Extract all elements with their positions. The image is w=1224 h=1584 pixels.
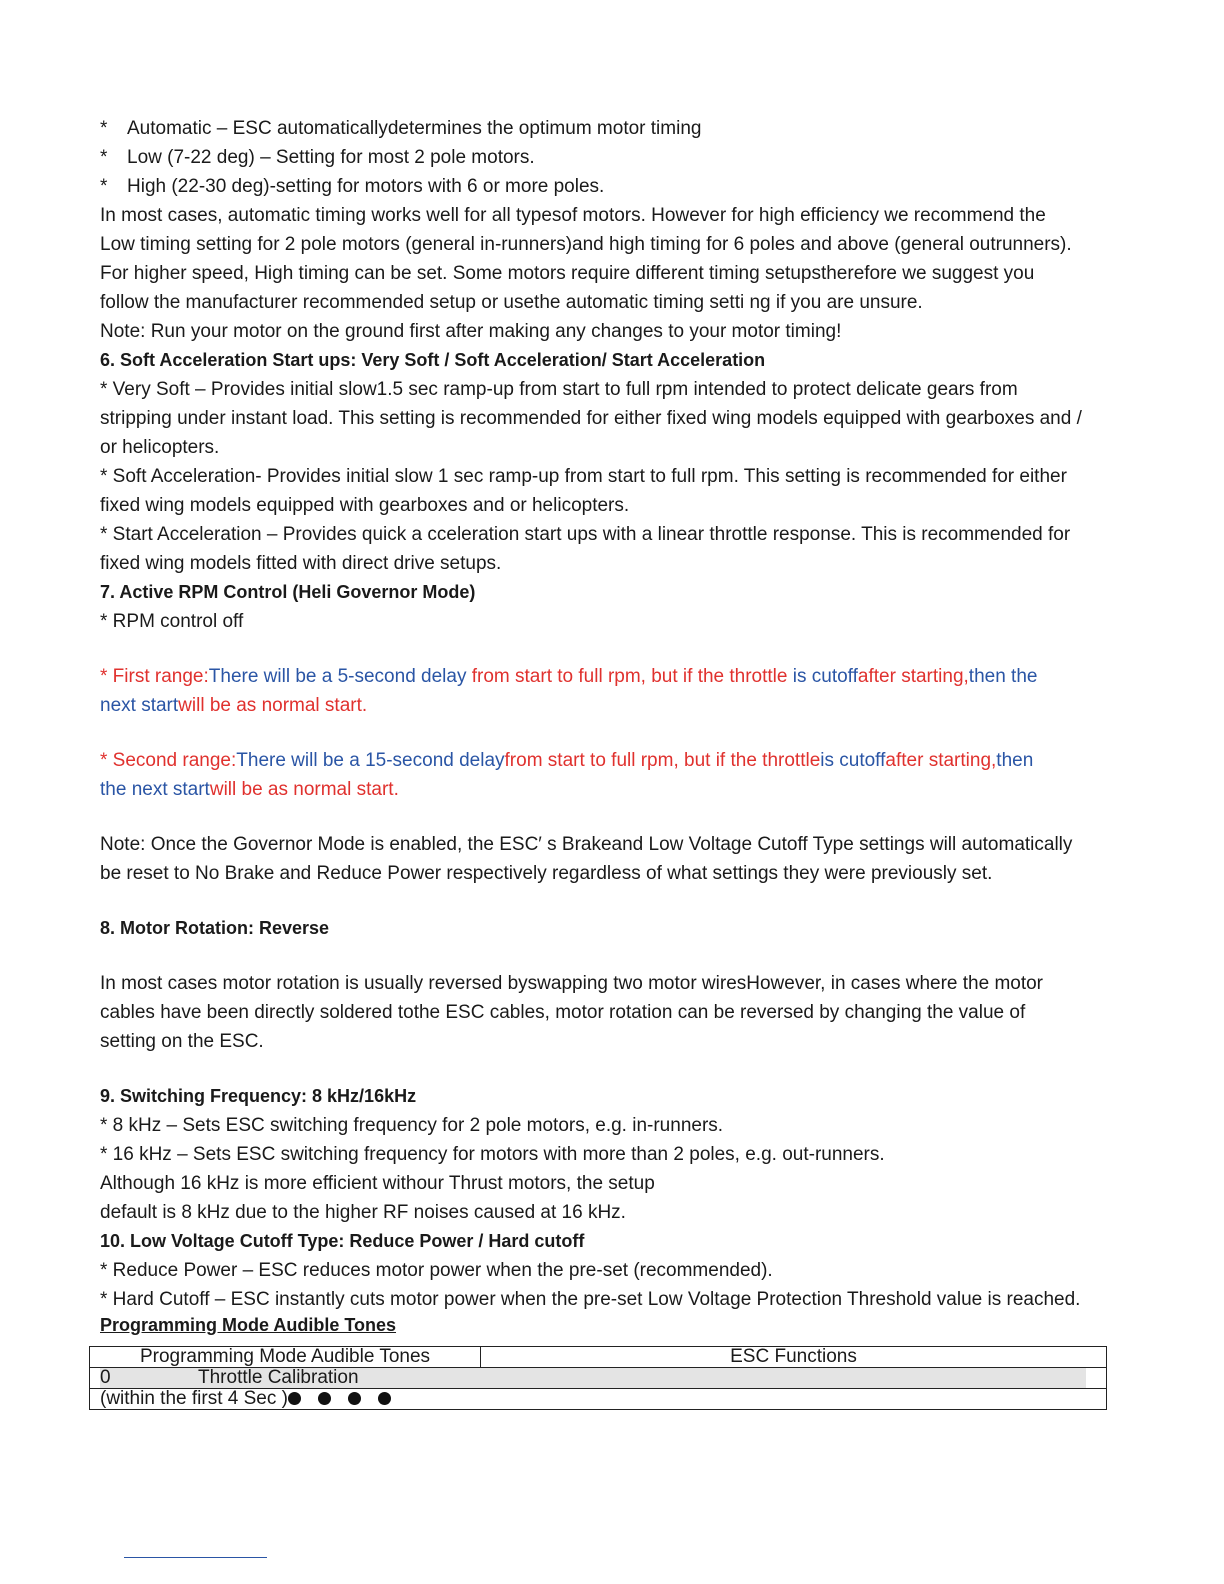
- timing-paragraph-line: For higher speed, High timing can be set. Some motors require different timing setupstherefore we suggest you: [100, 263, 1035, 284]
- governor-note-line: Note: Once the Governor Mode is enabled, the ESC′ s Brakeand Low Voltage Cutoff Type settings will automatically: [100, 834, 1073, 855]
- timing-bullet: * High (22-30 deg)-setting for motors with 6 or more poles.: [100, 176, 605, 197]
- tones-heading: Programming Mode Audible Tones: [100, 1315, 397, 1335]
- throttle-calibration-cell: [90, 1368, 1107, 1389]
- row-label: Throttle Calibration: [198, 1367, 359, 1388]
- first-range-line-1: * First range:There will be a 5-second delay from start to full rpm, but if the throttle is cutoffafter starting,then the: [100, 666, 1038, 687]
- section-8-heading: 8. Motor Rotation: Reverse: [100, 918, 330, 938]
- document-body: [100, 114, 1130, 1336]
- section-6-line: * Soft Acceleration- Provides initial slow 1 sec ramp-up from start to full rpm. This setting is recommended for either: [100, 466, 1067, 487]
- timing-bullet: * Low (7-22 deg) – Setting for most 2 pole motors.: [100, 147, 535, 168]
- table-row: [90, 1389, 1107, 1410]
- section-9-heading: 9. Switching Frequency: 8 kHz/16kHz: [100, 1086, 417, 1106]
- tone-dots: [288, 1388, 408, 1409]
- tone-dot-icon: [318, 1392, 331, 1405]
- section-10-heading: 10. Low Voltage Cutoff Type: Reduce Power / Hard cutoff: [100, 1231, 585, 1251]
- section-6-line: * Start Acceleration – Provides quick a cceleration start ups with a linear throttle response. This is recommended for: [100, 524, 1071, 545]
- tone-sequence-cell: [90, 1389, 1107, 1410]
- section-9-line: default is 8 kHz due to the higher RF noises caused at 16 kHz.: [100, 1202, 626, 1223]
- section-9-line: * 16 kHz – Sets ESC switching frequency for motors with more than 2 poles, e.g. out-runners.: [100, 1144, 885, 1165]
- section-8-line: cables have been directly soldered tothe ESC cables, motor rotation can be reversed by changing the value of: [100, 1002, 1026, 1023]
- section-9-line: Although 16 kHz is more efficient withour Thrust motors, the setup: [100, 1173, 655, 1194]
- section-6-line: fixed wing models fitted with direct drive setups.: [100, 553, 502, 574]
- tone-dot-icon: [378, 1392, 391, 1405]
- timing-bullet: * Automatic – ESC automaticallydetermines the optimum motor timing: [100, 118, 702, 139]
- section-6-line: or helicopters.: [100, 437, 220, 458]
- section-8-line: setting on the ESC.: [100, 1031, 264, 1052]
- second-range-line-1: * Second range:There will be a 15-second delayfrom start to full rpm, but if the throttleis cutoffafter starting,then: [100, 750, 1034, 771]
- governor-note-line: be reset to No Brake and Reduce Power respectively regardless of what settings they were previously set.: [100, 863, 993, 884]
- column-header-tones: Programming Mode Audible Tones: [90, 1347, 481, 1368]
- second-range-line-2: the next startwill be as normal start.: [100, 779, 399, 800]
- tone-dot-icon: [288, 1392, 301, 1405]
- section-10-line: * Reduce Power – ESC reduces motor power when the pre-set (recommended).: [100, 1260, 773, 1281]
- tones-table: [89, 1346, 1107, 1410]
- tone-dot-icon: [348, 1392, 361, 1405]
- table-row: [90, 1368, 1107, 1389]
- timing-paragraph-line: In most cases, automatic timing works well for all typesof motors. However for high efficiency we recommend the: [100, 205, 1046, 226]
- section-10-line: * Hard Cutoff – ESC instantly cuts motor power when the pre-set Low Voltage Protection Threshold value is reached.: [100, 1289, 1081, 1310]
- section-6-line: * Very Soft – Provides initial slow1.5 sec ramp-up from start to full rpm intended to protect delicate gears from: [100, 379, 1018, 400]
- first-range-line-2: next startwill be as normal start.: [100, 695, 368, 716]
- timing-paragraph-line: follow the manufacturer recommended setup or usethe automatic timing setti ng if you are unsure.: [100, 292, 923, 313]
- section-7-heading: 7. Active RPM Control (Heli Governor Mode): [100, 582, 476, 602]
- section-6-line: fixed wing models equipped with gearboxes and or helicopters.: [100, 495, 630, 516]
- table-header-row: [90, 1347, 1107, 1368]
- section-6-line: stripping under instant load. This setting is recommended for either fixed wing models equipped with gearboxes and /: [100, 408, 1082, 429]
- rpm-control-off: * RPM control off: [100, 611, 244, 632]
- section-6-heading: 6. Soft Acceleration Start ups: Very Soft / Soft Acceleration/ Start Acceleration: [100, 350, 766, 370]
- timing-note: Note: Run your motor on the ground first after making any changes to your motor timing!: [100, 321, 842, 342]
- section-8-line: In most cases motor rotation is usually reversed byswapping two motor wiresHowever, in cases where the motor: [100, 973, 1044, 994]
- column-header-functions: ESC Functions: [481, 1347, 1107, 1368]
- row-number: 0: [100, 1367, 111, 1388]
- section-9-line: * 8 kHz – Sets ESC switching frequency for 2 pole motors, e.g. in-runners.: [100, 1115, 724, 1136]
- timing-paragraph-line: Low timing setting for 2 pole motors (general in-runners)and high timing for 6 poles and above (general outrunners).: [100, 234, 1072, 255]
- footnote-divider: [124, 1557, 267, 1558]
- tone-timing-text: (within the first 4 Sec ): [100, 1388, 288, 1409]
